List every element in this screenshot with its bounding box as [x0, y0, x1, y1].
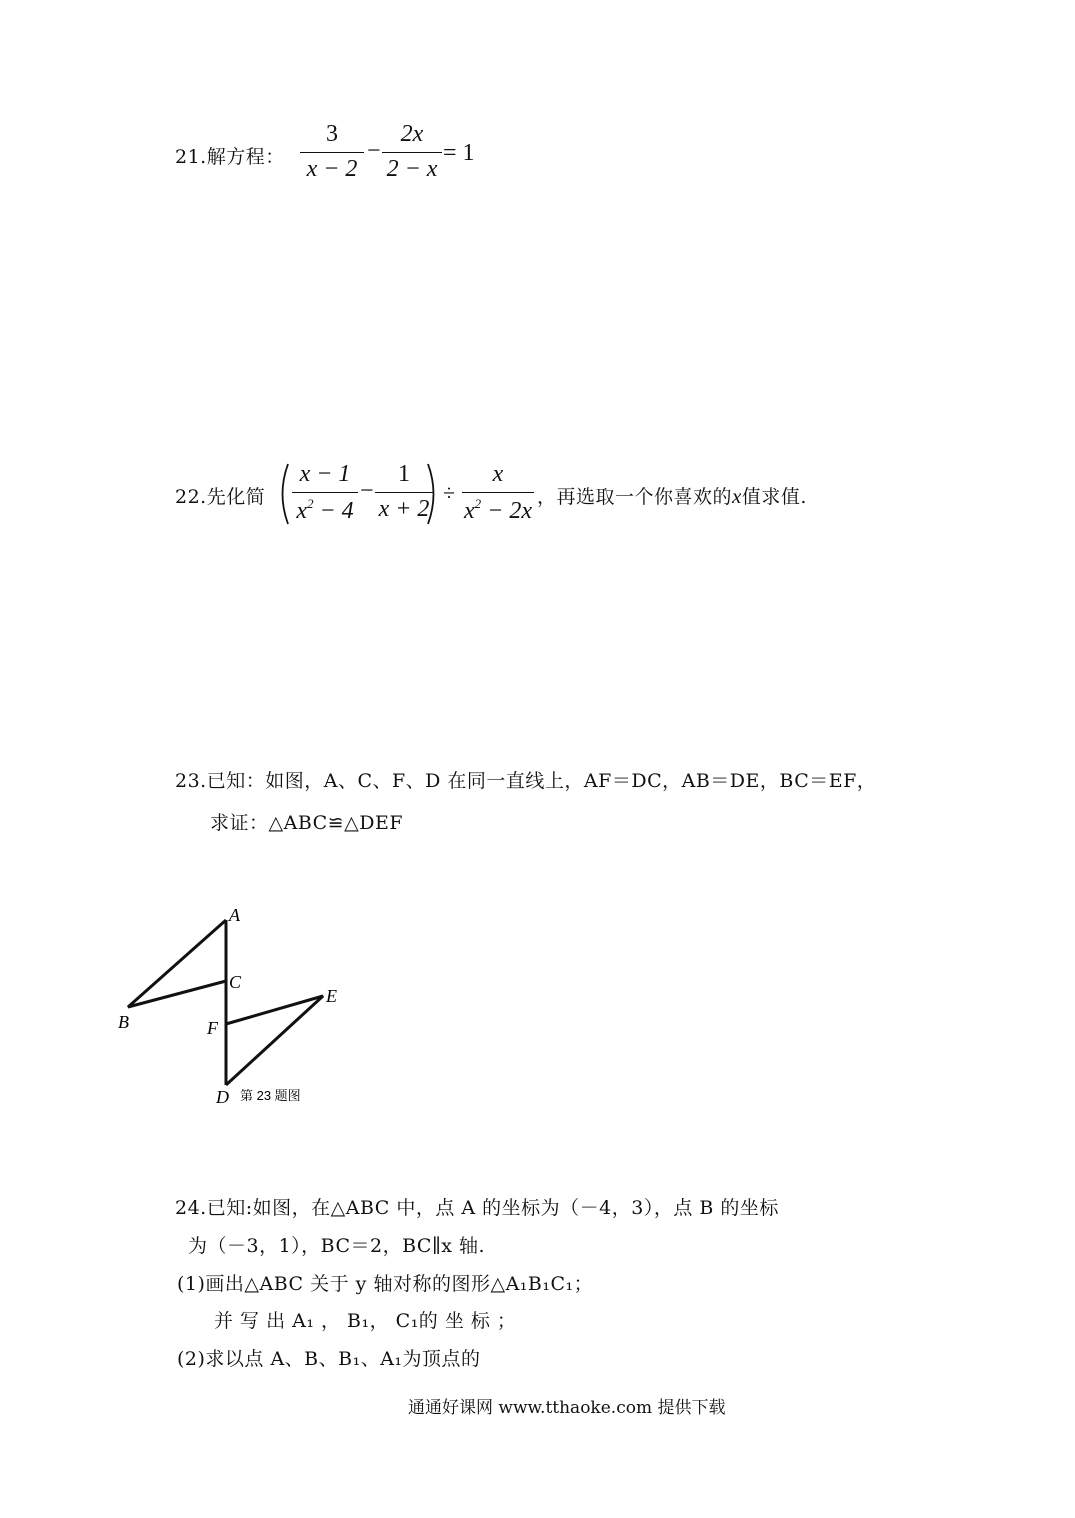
fraction-bar	[462, 492, 534, 493]
right-paren	[426, 462, 440, 526]
fraction-bar	[375, 492, 433, 493]
fraction-bar	[382, 152, 442, 153]
q22-frac3-den-base: x	[463, 498, 475, 524]
point-label-d: D	[216, 1087, 229, 1107]
q21-label: 21.解方程：	[175, 146, 285, 168]
q21-fraction-2	[382, 121, 442, 183]
q23-line1: 23.已知：如图，A、C、F、D 在同一直线上，AF＝DC，AB＝DE，BC＝EF，	[175, 770, 877, 792]
triangle-abc	[128, 920, 226, 1007]
q21-frac2-denominator: 2 − x	[386, 156, 438, 182]
q22-frac2-numerator: 1	[398, 461, 410, 487]
q21-frac1-denominator: x − 2	[306, 156, 358, 182]
q22-tail-text: ，再选取一个你喜欢的	[537, 486, 733, 508]
q21-frac1-numerator: 3	[326, 121, 338, 147]
q22-tail-end: 值求值.	[741, 486, 807, 508]
triangle-def	[226, 996, 323, 1085]
q22-minus: −	[360, 478, 374, 504]
fraction-bar	[300, 152, 364, 153]
q22-fraction-3	[462, 461, 534, 525]
q22-frac3-numerator: x	[492, 461, 504, 487]
q24-line1: 24.已知:如图，在△ABC 中，点 A 的坐标为（－4，3），点 B 的坐标	[175, 1197, 779, 1219]
q22-divide: ÷	[443, 480, 456, 505]
q23-line2: 求证：△ABC≌△DEF	[210, 812, 404, 834]
figure-caption: 第 23 题图	[240, 1088, 301, 1103]
q22-fraction-1	[292, 461, 358, 525]
q22-frac2-denominator: x + 2	[378, 496, 430, 522]
q24-line5: (2)求以点 A、B、B₁、A₁为顶点的	[177, 1348, 481, 1370]
q22-tail	[537, 482, 807, 509]
q24-line3: (1)画出△ABC 关于 y 轴对称的图形△A₁B₁C₁；	[177, 1273, 594, 1295]
q24-line4: 并 写 出 A₁ ， B₁， C₁的 坐 标 ；	[214, 1310, 517, 1332]
q21-rhs: = 1	[443, 140, 475, 166]
point-label-a: A	[229, 905, 240, 925]
q22-fraction-2	[375, 461, 433, 523]
q21-frac2-numerator: 2x	[400, 121, 424, 147]
point-label-f: F	[207, 1018, 218, 1038]
q22-frac1-den-base: x	[296, 498, 307, 524]
q21-minus: −	[367, 138, 381, 164]
q23-figure	[110, 900, 370, 1115]
q22-frac3-den-exponent: 2	[474, 496, 482, 511]
point-label-e: E	[326, 986, 337, 1006]
q22-label: 22.先化简	[175, 486, 266, 508]
q22-frac1-den-exponent: 2	[306, 496, 314, 511]
q22-frac1-denominator	[292, 496, 358, 525]
point-label-b: B	[118, 1012, 129, 1032]
fraction-bar	[292, 492, 358, 493]
q22-frac3-denominator	[462, 496, 534, 525]
q22-frac1-numerator: x − 1	[299, 461, 351, 487]
footer-text: 通通好课网 www.tthaoke.com 提供下载	[408, 1398, 726, 1418]
q22-tail-var: x	[732, 484, 742, 508]
left-paren	[276, 462, 290, 526]
q22-frac1-den-rest: − 4	[313, 498, 354, 524]
q21-fraction-1	[300, 121, 364, 183]
q22-frac3-den-rest: − 2x	[481, 498, 532, 524]
q24-line2: 为（－3，1），BC＝2，BC∥x 轴.	[188, 1235, 486, 1257]
point-label-c: C	[229, 972, 242, 992]
